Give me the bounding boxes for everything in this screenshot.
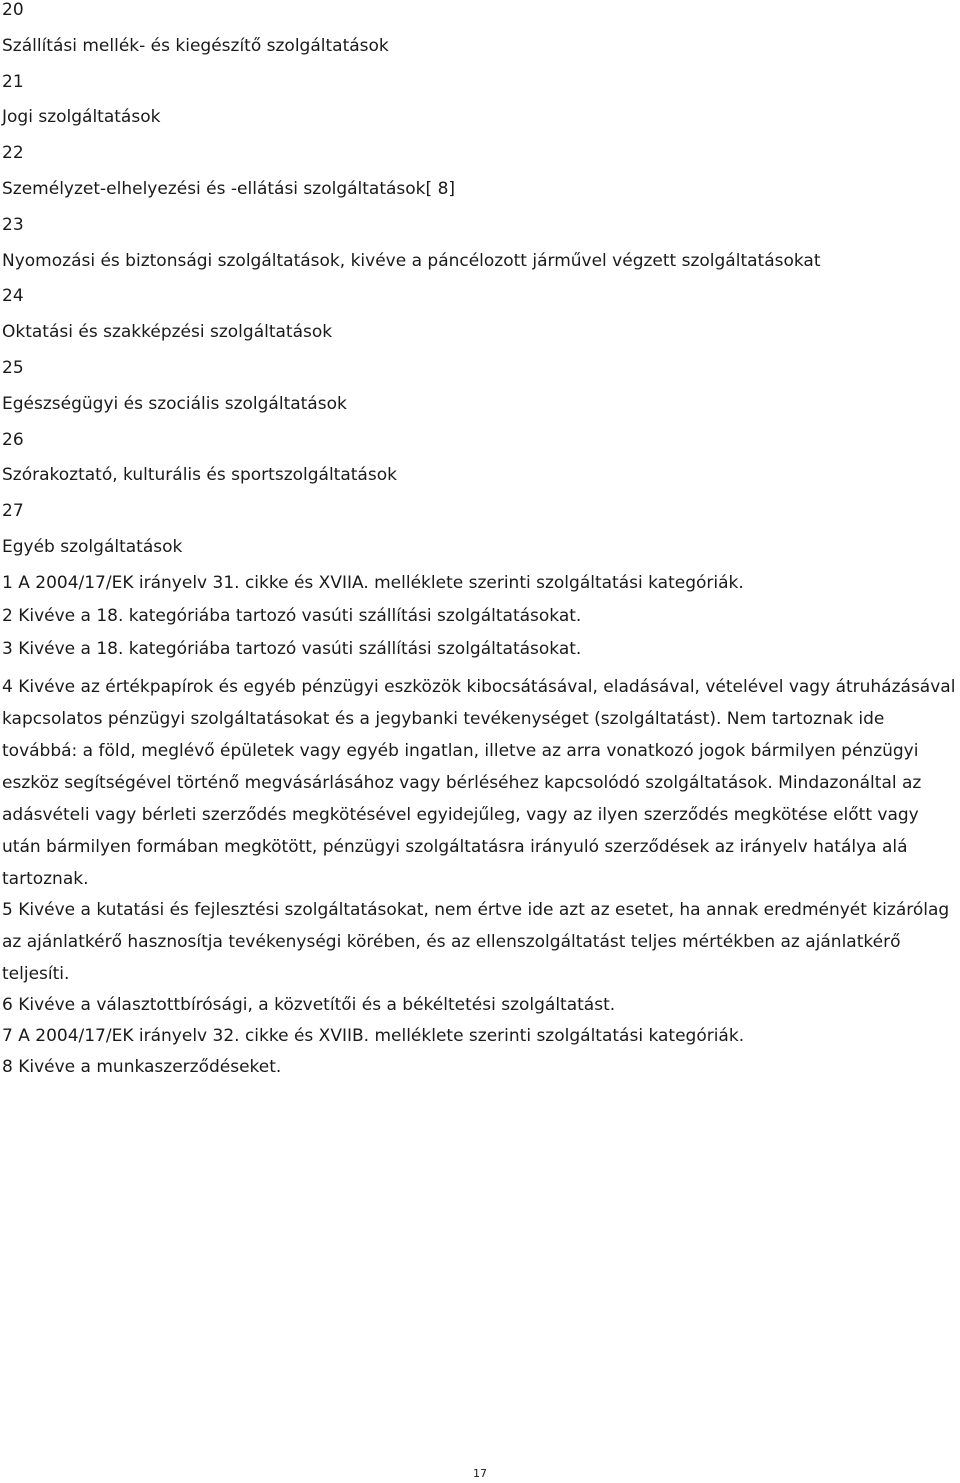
category-label: Jogi szolgáltatások [2, 107, 161, 128]
footnote-1: 1 A 2004/17/EK irányelv 31. cikke és XVIIA. melléklete szerinti szolgáltatási kategóriák. [2, 572, 744, 593]
footnote-8: 8 Kivéve a munkaszerződéseket. [2, 1056, 282, 1077]
footnote-6: 6 Kivéve a választottbírósági, a közvetítői és a békéltetési szolgáltatást. [2, 994, 616, 1015]
category-label: Szállítási mellék- és kiegészítő szolgáltatások [2, 35, 389, 56]
service-category-list [2, 0, 958, 573]
category-number: 21 [2, 71, 24, 92]
category-number: 24 [2, 286, 24, 307]
category-label: Egyéb szolgáltatások [2, 536, 183, 557]
footnote-2: 2 Kivéve a 18. kategóriába tartozó vasúti szállítási szolgáltatásokat. [2, 605, 582, 626]
category-number: 27 [2, 501, 24, 522]
category-number: 20 [2, 0, 24, 20]
footnote-3: 3 Kivéve a 18. kategóriába tartozó vasúti szállítási szolgáltatásokat. [2, 638, 582, 659]
category-number: 25 [2, 357, 24, 378]
category-label: Egészségügyi és szociális szolgáltatások [2, 393, 347, 414]
page-number: 17 [473, 1467, 487, 1480]
footnote-7: 7 A 2004/17/EK irányelv 32. cikke és XVIIB. melléklete szerinti szolgáltatási kategóriák. [2, 1025, 745, 1046]
category-label: Személyzet-elhelyezési és -ellátási szolgáltatások[ 8] [2, 178, 456, 199]
category-number: 22 [2, 143, 24, 164]
footnote-5: 5 Kivéve a kutatási és fejlesztési szolgáltatásokat, nem értve ide azt az esetet, ha annak eredményét kizárólag az ajánlatkérő hasznosítja tevékenységi körében, és az ellenszolgáltatást teljes mértékben az ajánlatkérő teljesíti. [2, 899, 950, 984]
footnotes [2, 573, 958, 1083]
category-number: 26 [2, 429, 24, 450]
category-number: 23 [2, 214, 24, 235]
category-label: Szórakoztató, kulturális és sportszolgáltatások [2, 465, 397, 486]
category-label: Nyomozási és biztonsági szolgáltatások, kivéve a páncélozott járművel végzett szolgáltatásokat [2, 250, 821, 271]
footnote-4: 4 Kivéve az értékpapírok és egyéb pénzügyi eszközök kibocsátásával, eladásával, vételével vagy átruházásával kapcsolatos pénzügyi szolgáltatásokat és a jegybanki tevékenységet (szolgáltatást). Nem tartoznak ide továbbá: a föld, meglévő épületek vagy egyéb ingatlan, illetve az arra vonatkozó jogok bármilyen pénzügyi eszköz segítségével történő megvásárlásához vagy bérléséhez kapcsolódó szolgáltatások. Mindazonáltal az adásvételi vagy bérleti szerződés megkötésével egyidejűleg, vagy az ilyen szerződés megkötése előtt vagy után bármilyen formában megkötött, pénzügyi szolgáltatásra irányuló szerződések az irányelv hatálya alá tartoznak. [2, 676, 956, 889]
document-body [2, 0, 958, 1083]
category-label: Oktatási és szakképzési szolgáltatások [2, 322, 333, 343]
